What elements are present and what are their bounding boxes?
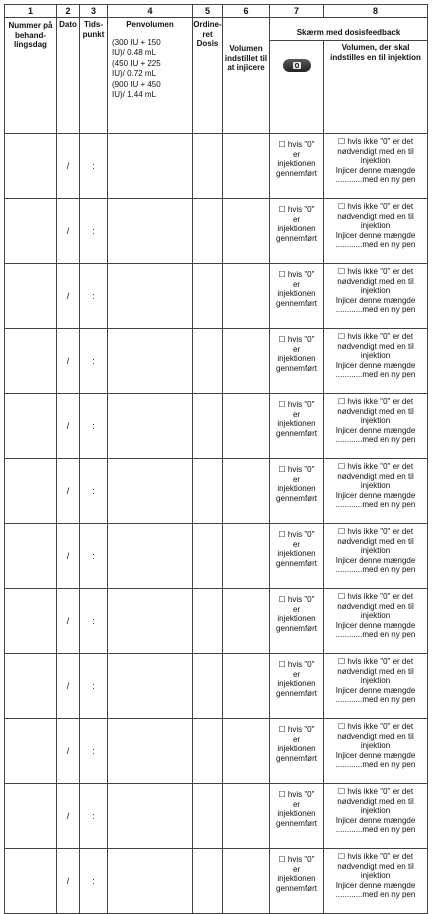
volume-set-cell[interactable] (223, 329, 270, 394)
nonzero-check-line: ............med en ny pen (335, 240, 416, 249)
nonzero-check-line: Injicer denne mængde (335, 685, 416, 695)
zero-check-line: er (292, 409, 301, 419)
zero-check-cell[interactable] (270, 719, 324, 784)
time-cell[interactable] (80, 264, 108, 329)
pen-volume-line: IU)/ 1.44 mL (112, 90, 157, 99)
nonzero-check-line: injektion (360, 676, 391, 685)
nonzero-check-cell[interactable] (324, 524, 428, 589)
zero-check-line: er (292, 669, 301, 679)
pen-volume-cell[interactable] (108, 134, 193, 199)
zero-check-line: gennemført (276, 233, 317, 243)
volume-set-cell[interactable] (223, 394, 270, 459)
nonzero-check-line[interactable]: ☐ hvis ikke "0" er det (337, 137, 414, 146)
zero-check-line: injektionen (277, 614, 316, 623)
nonzero-check-line[interactable]: ☐ hvis ikke "0" er det (337, 592, 414, 601)
nonzero-check-line: injektion (360, 806, 391, 815)
date-cell[interactable] (57, 849, 80, 914)
table-row (5, 589, 428, 654)
nonzero-check-line: injektion (360, 481, 391, 490)
nonzero-check-cell[interactable] (324, 199, 428, 264)
time-separator: : (92, 746, 95, 756)
treatment-day-cell[interactable] (5, 849, 57, 914)
nonzero-check-line: Injicer denne mængde (335, 555, 416, 565)
nonzero-check-line: Injicer denne mængde (335, 165, 416, 175)
nonzero-check-line: nødvendigt med en til (337, 406, 414, 416)
nonzero-check-line[interactable]: ☐ hvis ikke "0" er det (337, 397, 414, 406)
nonzero-check-line: injektion (360, 546, 391, 555)
zero-check-line: injektionen (277, 289, 316, 298)
treatment-day-cell[interactable] (5, 589, 57, 654)
volume-set-cell[interactable] (223, 459, 270, 524)
dose-pen-display-icon (283, 59, 311, 72)
zero-check-cell[interactable] (270, 589, 324, 654)
date-cell[interactable] (57, 784, 80, 849)
zero-check-line: injektionen (277, 809, 316, 818)
nonzero-check-line: nødvendigt med en til (337, 796, 414, 806)
column-number: 5 (193, 5, 223, 18)
zero-check-line: gennemført (276, 818, 317, 828)
nonzero-check-line: nødvendigt med en til (337, 861, 414, 871)
header-dose-display (270, 41, 324, 134)
volume-set-cell[interactable] (223, 524, 270, 589)
zero-check-cell[interactable] (270, 329, 324, 394)
treatment-day-cell[interactable] (5, 459, 57, 524)
nonzero-check-line: ............med en ny pen (335, 500, 416, 509)
zero-check-line: er (292, 149, 301, 159)
nonzero-check-line[interactable]: ☐ hvis ikke "0" er det (337, 462, 414, 471)
date-separator: / (66, 551, 70, 561)
nonzero-check-line: nødvendigt med en til (337, 601, 414, 611)
dose-log-table (4, 4, 428, 914)
column-number: 8 (324, 5, 428, 18)
header-time (80, 18, 108, 134)
header-pen-volume (108, 18, 193, 134)
pen-volume-line: IU)/ 0.72 mL (112, 69, 157, 78)
date-separator: / (66, 746, 70, 756)
nonzero-check-line: Injicer denne mængde (335, 880, 416, 890)
table-row (5, 654, 428, 719)
header-dose-feedback-label: Skærm med dosisfeedback (296, 28, 401, 37)
nonzero-check-line: injektion (360, 741, 391, 750)
zero-check-line[interactable]: ☐ hvis "0" (278, 335, 315, 344)
date-cell[interactable] (57, 199, 80, 264)
nonzero-check-cell[interactable] (324, 394, 428, 459)
date-separator: / (66, 876, 70, 886)
column-number: 2 (57, 5, 80, 18)
zero-check-line: er (292, 539, 301, 549)
zero-check-line[interactable]: ☐ hvis "0" (278, 400, 315, 409)
zero-check-line: injektionen (277, 224, 316, 233)
nonzero-check-line[interactable]: ☐ hvis ikke "0" er det (337, 202, 414, 211)
nonzero-check-line: nødvendigt med en til (337, 276, 414, 286)
time-separator: : (92, 681, 95, 691)
nonzero-check-line: Injicer denne mængde (335, 425, 416, 435)
column-number: 6 (223, 5, 270, 18)
table-row (5, 719, 428, 784)
prescribed-dose-cell[interactable] (193, 264, 223, 329)
table-row (5, 524, 428, 589)
pen-volume-line: IU)/ 0.48 mL (112, 48, 157, 57)
zero-check-line[interactable]: ☐ hvis "0" (278, 595, 315, 604)
nonzero-check-line: ............med en ny pen (335, 565, 416, 574)
pen-volume-cell[interactable] (108, 784, 193, 849)
pen-volume-cell[interactable] (108, 589, 193, 654)
volume-set-cell[interactable] (223, 134, 270, 199)
header-row (5, 18, 428, 41)
nonzero-check-line[interactable]: ☐ hvis ikke "0" er det (337, 657, 414, 666)
pen-volume-cell[interactable] (108, 394, 193, 459)
treatment-day-cell[interactable] (5, 329, 57, 394)
zero-check-line[interactable]: ☐ hvis "0" (278, 530, 315, 539)
nonzero-check-cell[interactable] (324, 589, 428, 654)
zero-check-line: injektionen (277, 159, 316, 168)
header-date (57, 18, 80, 134)
time-separator: : (92, 616, 95, 626)
nonzero-check-line: Injicer denne mængde (335, 360, 416, 370)
nonzero-check-line: injektion (360, 221, 391, 230)
nonzero-check-cell[interactable] (324, 719, 428, 784)
nonzero-check-line[interactable]: ☐ hvis ikke "0" er det (337, 722, 414, 731)
zero-check-line: gennemført (276, 558, 317, 568)
nonzero-check-line: Injicer denne mængde (335, 295, 416, 305)
nonzero-check-line: Injicer denne mængde (335, 620, 416, 630)
nonzero-check-line: nødvendigt med en til (337, 471, 414, 481)
time-cell[interactable] (80, 589, 108, 654)
volume-set-cell[interactable] (223, 719, 270, 784)
header-prescribed-dose (193, 18, 223, 134)
nonzero-check-cell[interactable] (324, 459, 428, 524)
zero-check-line: gennemført (276, 168, 317, 178)
nonzero-check-line[interactable]: ☐ hvis ikke "0" er det (337, 527, 414, 536)
time-cell[interactable] (80, 719, 108, 784)
nonzero-check-cell[interactable] (324, 654, 428, 719)
zero-check-line[interactable]: ☐ hvis "0" (278, 855, 315, 864)
date-separator: / (66, 681, 70, 691)
nonzero-check-line[interactable]: ☐ hvis ikke "0" er det (337, 267, 414, 276)
nonzero-check-line: ............med en ny pen (335, 695, 416, 704)
volume-set-cell[interactable] (223, 784, 270, 849)
zero-check-cell[interactable] (270, 459, 324, 524)
prescribed-dose-cell[interactable] (193, 849, 223, 914)
prescribed-dose-cell[interactable] (193, 329, 223, 394)
time-cell[interactable] (80, 394, 108, 459)
treatment-day-cell[interactable] (5, 264, 57, 329)
time-separator: : (92, 356, 95, 366)
date-cell[interactable] (57, 589, 80, 654)
date-separator: / (66, 226, 70, 236)
nonzero-check-line: nødvendigt med en til (337, 666, 414, 676)
time-cell[interactable] (80, 459, 108, 524)
header-volume-set (223, 18, 270, 134)
nonzero-check-line: injektion (360, 416, 391, 425)
date-separator: / (66, 291, 70, 301)
nonzero-check-line: ............med en ny pen (335, 825, 416, 834)
prescribed-dose-cell[interactable] (193, 784, 223, 849)
date-separator: / (66, 486, 70, 496)
nonzero-check-line: ............med en ny pen (335, 305, 416, 314)
time-separator: : (92, 161, 95, 171)
time-separator: : (92, 876, 95, 886)
time-separator: : (92, 551, 95, 561)
date-separator: / (66, 356, 70, 366)
zero-check-line: injektionen (277, 744, 316, 753)
table-row (5, 394, 428, 459)
header-volume-to-set (324, 41, 428, 134)
zero-check-line[interactable]: ☐ hvis "0" (278, 790, 315, 799)
prescribed-dose-cell[interactable] (193, 199, 223, 264)
zero-check-cell[interactable] (270, 849, 324, 914)
zero-check-line: gennemført (276, 883, 317, 893)
nonzero-check-line: nødvendigt med en til (337, 731, 414, 741)
header-pen-volume-label: Penvolumen (126, 20, 174, 29)
volume-set-cell[interactable] (223, 654, 270, 719)
zero-check-line: injektionen (277, 419, 316, 428)
nonzero-check-line: nødvendigt med en til (337, 146, 414, 156)
zero-check-cell[interactable] (270, 784, 324, 849)
entry-rows (5, 134, 428, 914)
date-cell[interactable] (57, 264, 80, 329)
time-cell[interactable] (80, 524, 108, 589)
nonzero-check-cell[interactable] (324, 329, 428, 394)
header-treatment-day (5, 18, 57, 134)
nonzero-check-cell[interactable] (324, 134, 428, 199)
volume-set-cell[interactable] (223, 589, 270, 654)
zero-check-line: injektionen (277, 484, 316, 493)
prescribed-dose-cell[interactable] (193, 394, 223, 459)
nonzero-check-line[interactable]: ☐ hvis ikke "0" er det (337, 332, 414, 341)
nonzero-check-line[interactable]: ☐ hvis ikke "0" er det (337, 787, 414, 796)
pen-volume-line: (900 IU + 450 (112, 79, 161, 89)
zero-check-line: er (292, 214, 301, 224)
zero-check-line: gennemført (276, 298, 317, 308)
time-cell[interactable] (80, 199, 108, 264)
date-separator: / (66, 421, 70, 431)
zero-check-cell[interactable] (270, 199, 324, 264)
time-cell[interactable] (80, 329, 108, 394)
nonzero-check-line[interactable]: ☐ hvis ikke "0" er det (337, 852, 414, 861)
prescribed-dose-cell[interactable] (193, 524, 223, 589)
nonzero-check-line: injektion (360, 611, 391, 620)
table-row (5, 784, 428, 849)
prescribed-dose-cell[interactable] (193, 654, 223, 719)
treatment-day-cell[interactable] (5, 134, 57, 199)
date-separator: / (66, 161, 70, 171)
zero-check-line: er (292, 864, 301, 874)
treatment-day-cell[interactable] (5, 394, 57, 459)
volume-set-cell[interactable] (223, 264, 270, 329)
table-row (5, 134, 428, 199)
nonzero-check-line: injektion (360, 286, 391, 295)
zero-check-line: er (292, 799, 301, 809)
header-prescribed-dose-label: Ordine-ret Dosis (193, 20, 222, 48)
zero-check-line: er (292, 604, 301, 614)
table-row (5, 849, 428, 914)
nonzero-check-cell[interactable] (324, 784, 428, 849)
date-cell[interactable] (57, 719, 80, 784)
pen-volume-options (108, 30, 192, 101)
nonzero-check-line: injektion (360, 351, 391, 360)
zero-check-line[interactable]: ☐ hvis "0" (278, 140, 315, 149)
time-separator: : (92, 486, 95, 496)
header-dose-feedback-screen (270, 18, 428, 41)
zero-check-line: er (292, 734, 301, 744)
nonzero-check-line: Injicer denne mængde (335, 815, 416, 825)
prescribed-dose-cell[interactable] (193, 459, 223, 524)
nonzero-check-line: ............med en ny pen (335, 760, 416, 769)
nonzero-check-line: Injicer denne mængde (335, 230, 416, 240)
date-cell[interactable] (57, 524, 80, 589)
time-separator: : (92, 226, 95, 236)
time-cell[interactable] (80, 654, 108, 719)
date-cell[interactable] (57, 654, 80, 719)
zero-check-cell[interactable] (270, 654, 324, 719)
nonzero-check-line: nødvendigt med en til (337, 536, 414, 546)
nonzero-check-line: nødvendigt med en til (337, 211, 414, 221)
nonzero-check-line: Injicer denne mængde (335, 750, 416, 760)
pen-volume-line: (300 IU + 150 (112, 37, 161, 47)
nonzero-check-line: ............med en ny pen (335, 890, 416, 899)
zero-check-line: gennemført (276, 363, 317, 373)
nonzero-check-line: injektion (360, 156, 391, 165)
treatment-day-cell[interactable] (5, 784, 57, 849)
zero-check-cell[interactable] (270, 264, 324, 329)
zero-check-line: injektionen (277, 874, 316, 883)
column-number: 1 (5, 5, 57, 18)
nonzero-check-line: ............med en ny pen (335, 435, 416, 444)
pen-volume-cell[interactable] (108, 264, 193, 329)
nonzero-check-line: ............med en ny pen (335, 630, 416, 639)
volume-set-cell[interactable] (223, 849, 270, 914)
zero-check-line: gennemført (276, 753, 317, 763)
zero-check-line[interactable]: ☐ hvis "0" (278, 270, 315, 279)
pen-volume-cell[interactable] (108, 524, 193, 589)
zero-check-line[interactable]: ☐ hvis "0" (278, 205, 315, 214)
nonzero-check-line: injektion (360, 871, 391, 880)
column-number: 7 (270, 5, 324, 18)
prescribed-dose-cell[interactable] (193, 134, 223, 199)
pen-volume-cell[interactable] (108, 719, 193, 784)
zero-check-cell[interactable] (270, 134, 324, 199)
zero-check-line: er (292, 279, 301, 289)
table-row (5, 329, 428, 394)
header-date-label: Dato (59, 20, 77, 29)
pen-volume-cell[interactable] (108, 329, 193, 394)
table-row (5, 264, 428, 329)
time-separator: : (92, 421, 95, 431)
treatment-day-cell[interactable] (5, 524, 57, 589)
volume-set-cell[interactable] (223, 199, 270, 264)
prescribed-dose-cell[interactable] (193, 719, 223, 784)
nonzero-check-line: ............med en ny pen (335, 175, 416, 184)
zero-check-line: injektionen (277, 549, 316, 558)
date-separator: / (66, 811, 70, 821)
pen-volume-cell[interactable] (108, 199, 193, 264)
date-cell[interactable] (57, 459, 80, 524)
treatment-day-cell[interactable] (5, 719, 57, 784)
nonzero-check-line: ............med en ny pen (335, 370, 416, 379)
time-separator: : (92, 811, 95, 821)
header-volume-set-label: Volumen indstillet til at injicere (224, 44, 268, 72)
time-cell[interactable] (80, 849, 108, 914)
pen-volume-line: (450 IU + 225 (112, 58, 161, 68)
zero-check-line: er (292, 474, 301, 484)
time-cell[interactable] (80, 134, 108, 199)
time-cell[interactable] (80, 784, 108, 849)
time-separator: : (92, 291, 95, 301)
zero-check-cell[interactable] (270, 394, 324, 459)
treatment-day-cell[interactable] (5, 199, 57, 264)
zero-check-line: er (292, 344, 301, 354)
header-volume-to-set-label: Volumen, der skal indstilles en til injektion (330, 43, 421, 62)
zero-check-line: gennemført (276, 428, 317, 438)
header-time-label: Tids-punkt (82, 20, 105, 39)
zero-check-line: injektionen (277, 354, 316, 363)
date-separator: / (66, 616, 70, 626)
zero-check-line: injektionen (277, 679, 316, 688)
column-number: 3 (80, 5, 108, 18)
treatment-day-cell[interactable] (5, 654, 57, 719)
zero-check-line[interactable]: ☐ hvis "0" (278, 660, 315, 669)
zero-check-line: gennemført (276, 688, 317, 698)
date-cell[interactable] (57, 134, 80, 199)
dose-log-sheet (4, 4, 427, 914)
pen-volume-cell[interactable] (108, 654, 193, 719)
nonzero-check-cell[interactable] (324, 849, 428, 914)
pen-volume-cell[interactable] (108, 459, 193, 524)
date-cell[interactable] (57, 329, 80, 394)
column-number: 4 (108, 5, 193, 18)
zero-check-line[interactable]: ☐ hvis "0" (278, 465, 315, 474)
prescribed-dose-cell[interactable] (193, 589, 223, 654)
pen-volume-cell[interactable] (108, 849, 193, 914)
nonzero-check-line: nødvendigt med en til (337, 341, 414, 351)
zero-check-line[interactable]: ☐ hvis "0" (278, 725, 315, 734)
nonzero-check-cell[interactable] (324, 264, 428, 329)
zero-check-cell[interactable] (270, 524, 324, 589)
table-row (5, 459, 428, 524)
table-row (5, 199, 428, 264)
nonzero-check-line: Injicer denne mængde (335, 490, 416, 500)
header-treatment-day-label: Nummer på behand-lingsdag (8, 21, 53, 49)
zero-check-line: gennemført (276, 623, 317, 633)
column-number-row (5, 5, 428, 18)
zero-check-line: gennemført (276, 493, 317, 503)
date-cell[interactable] (57, 394, 80, 459)
